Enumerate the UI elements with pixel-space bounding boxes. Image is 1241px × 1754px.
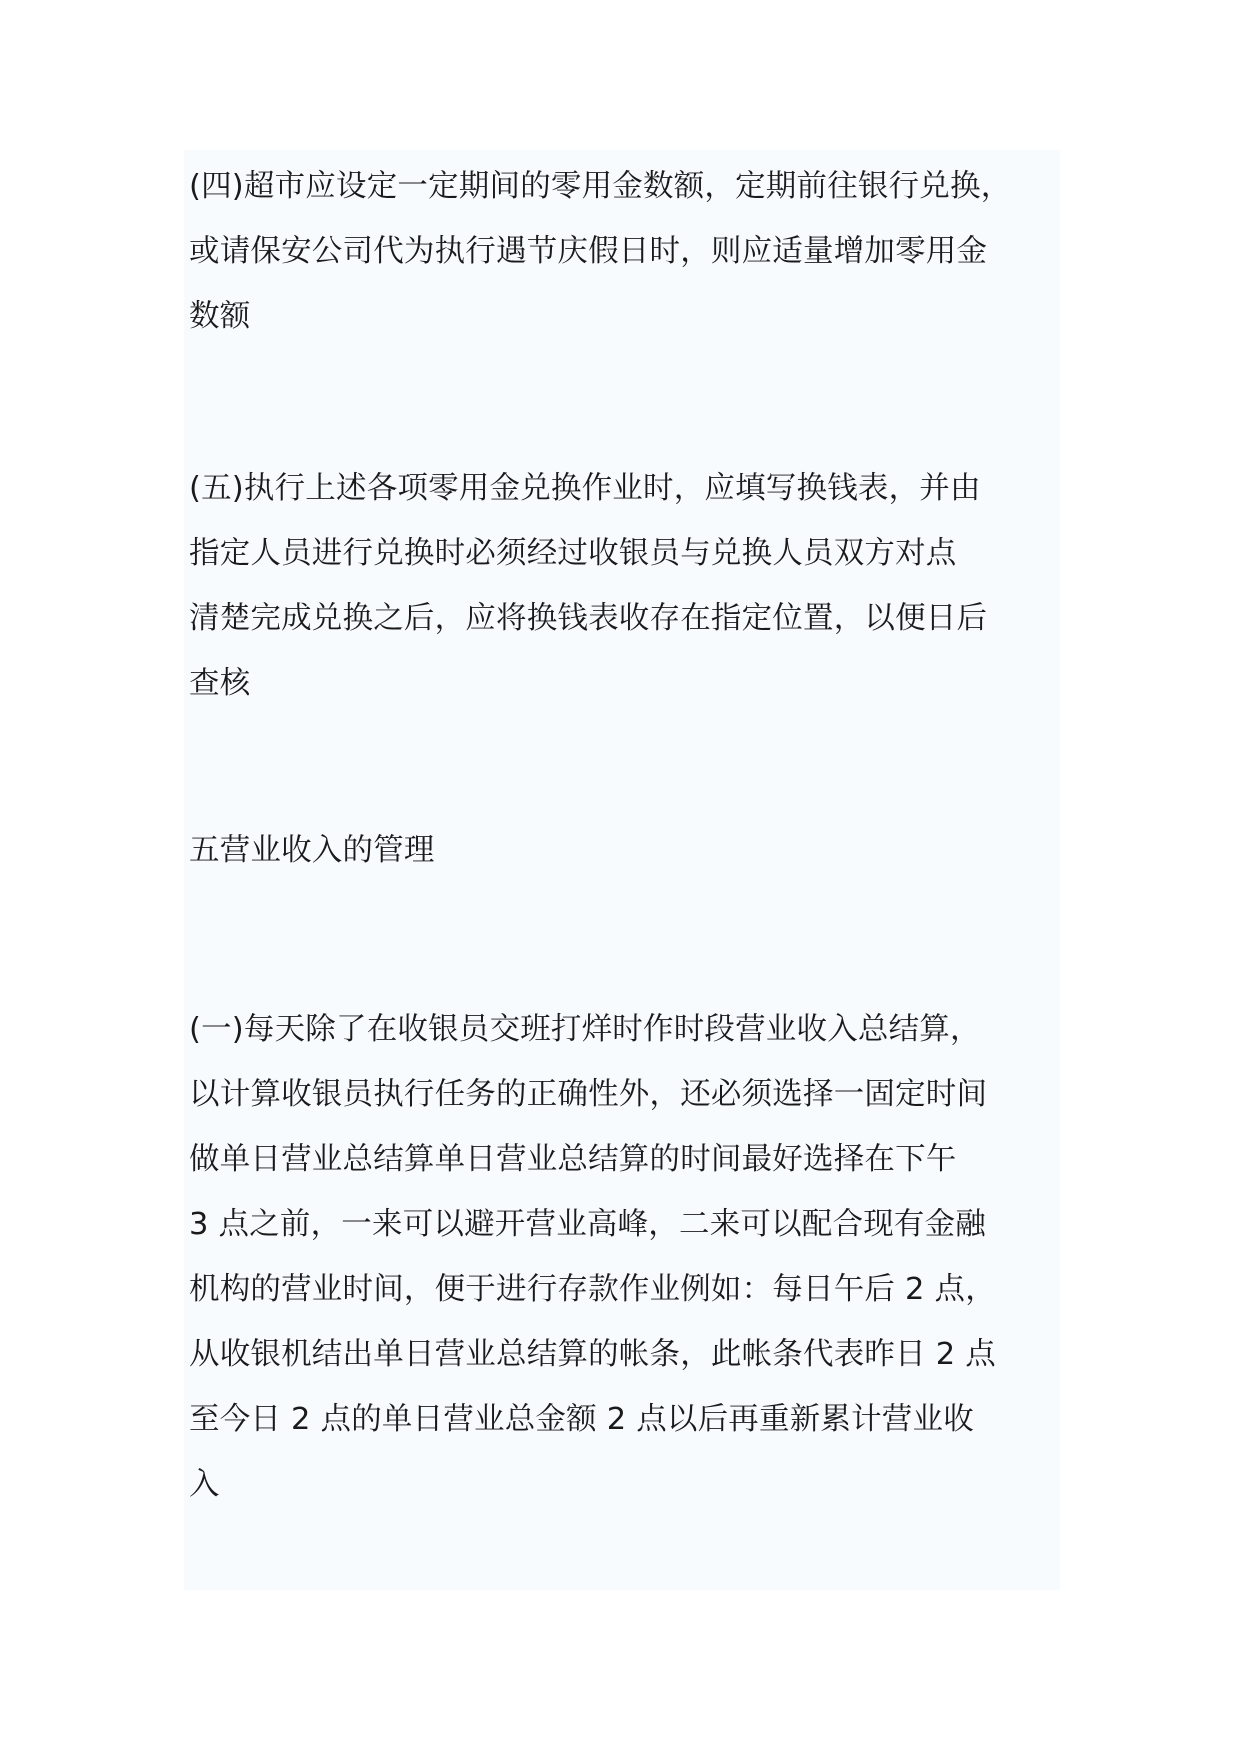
text-line: 数额 [189,299,251,334]
text-line: 入 [189,1467,220,1502]
text-line: 至今日 2 点的单日营业总金额 2 点以后再重新累计营业收 [189,1402,974,1437]
text-line: 清楚完成兑换之后，应将换钱表收存在指定位置，以便日后 [189,601,988,636]
text-line: (五)执行上述各项零用金兑换作业时，应填写换钱表，并由 [189,471,981,506]
section-heading-text: 五营业收入的管理 [189,833,435,868]
text-line: 做单日营业总结算单日营业总结算的时间最好选择在下午 [189,1142,957,1177]
paragraph-petty-cash-amount [189,154,1059,349]
text-line: 从收银机结出单日营业总结算的帐条，此帐条代表昨日 2 点 [189,1337,996,1372]
text-line: 查核 [189,666,251,701]
text-line: 机构的营业时间，便于进行存款作业例如：每日午后 2 点， [189,1272,996,1307]
text-line: 3 点之前，一来可以避开营业高峰，二来可以配合现有金融 [189,1207,986,1242]
paragraph-exchange-procedure [189,456,1059,716]
text-line: 或请保安公司代为执行遇节庆假日时，则应适量增加零用金 [189,234,988,269]
text-line: (四)超市应设定一定期间的零用金数额，定期前往银行兑换， [189,169,1012,204]
section-heading [189,818,1059,883]
text-line: (一)每天除了在收银员交班打烊时作时段营业收入总结算， [189,1012,981,1047]
paragraph-daily-settlement [189,997,1059,1517]
text-line: 指定人员进行兑换时必须经过收银员与兑换人员双方对点 [189,536,957,571]
text-line: 以计算收银员执行任务的正确性外，还必须选择一固定时间 [189,1077,988,1112]
